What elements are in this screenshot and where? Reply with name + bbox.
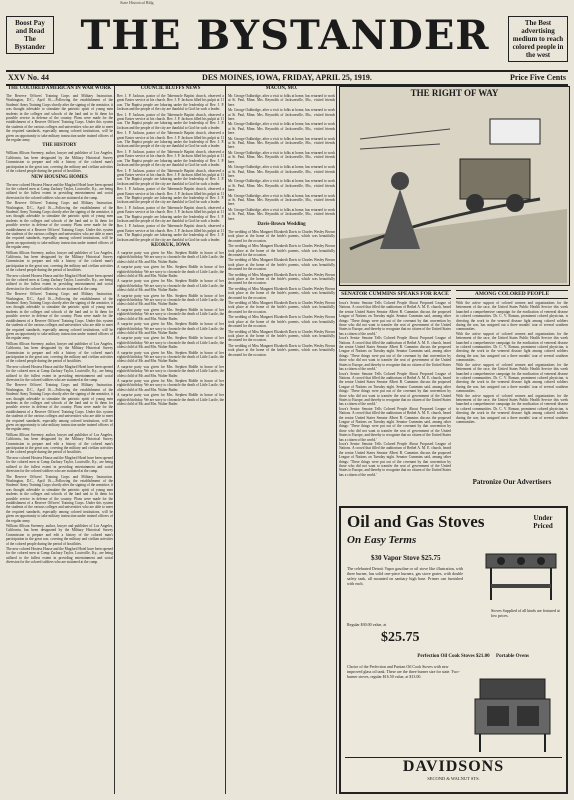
ad-title-aside: Under Priced: [533, 514, 553, 530]
column-3: [228, 86, 335, 794]
article-body: Mr. George Oakbridge, after a visit to folks at home, has returned to work at St. Paul, Minn. Mrs. Reynolds of Jacksonville, Mo., visited friends here.: [228, 193, 335, 207]
article-body: Rev. J. P. Jackson, pastor of the Tabernacle Baptist church, observed a great Easter service at his church. Rev. J. P. Jackson filled his pulpit at 11 a.m. The Baptist people are laboring under the leadership of Rev. J. P. Jackson and the people of the city are thankful to God for such a leader.: [117, 205, 224, 223]
right-ear-box: The Best advertising medium to reach colored people in the west: [508, 16, 568, 62]
article-body: Rev. J. P. Jackson, pastor of the Tabernacle Baptist church, observed a great Easter service at his church. Rev. J. P. Jackson filled his pulpit at 11 a.m. The Baptist people are laboring under the leadership of Rev. J. P. Jackson and the people of the city are thankful to God for such a leader.: [117, 168, 224, 186]
article-headline: NEW HOUSING HOMES: [31, 174, 88, 180]
ad-subtitle: On Easy Terms: [347, 534, 417, 546]
cartoon-illustration: [340, 99, 567, 283]
article-body: A surprise party was given for Mrs. Stephen Biddle in honor of her eightieth birthday. We are sorry to chronicle the death of Little Lucile, the oldest child of Mr. and Mrs. Walter Butler.: [117, 293, 224, 307]
article-body: With the active support of colored women and organizations for the betterment of the race, the United States Public Health Service this week launched a comprehensive campaign for the eradication of venereal disease in colored communities. Dr. C. V. Roman, prominent colored physician, is directing the work in the venereal disease fight among colored soldiers during the war, has assigned out a three months' tour of several southern communities.: [456, 362, 568, 394]
article-body: Iowa's Senior Senator Tells Colored People About Proposed League of Nations. A crowd that filled the auditorium of Bethel A. M. E. church, heard the senior United States Senator Albert B. Cummins discuss the proposed League of Nations on Tuesday night. Senator Cummins said, among other things: 'These things were put out of the covenant by that convention by those who did not want to transfer the seat of government of the United States to Europe, and thereby to recognize that no citizen of the United States has a citizen of the world.': [339, 442, 451, 477]
article-body: Rev. J. P. Jackson, pastor of the Tabernacle Baptist church, observed a great Easter service at his church. Rev. J. P. Jackson filled his pulpit at 11 a.m. The Baptist people are laboring under the leadership of Rev. J. P. Jackson and the people of the city are thankful to God for such a leader.: [117, 94, 224, 112]
article-body: Rev. J. P. Jackson, pastor of the Tabernacle Baptist church, observed a great Easter service at his church. Rev. J. P. Jackson filled his pulpit at 11 a.m. The Baptist people are laboring under the leadership of Rev. J. P. Jackson and the people of the city are thankful to God for such a leader.: [117, 224, 224, 242]
article-body: The wedding of Miss Margaret Elizabeth Davis to Charles Wesley Brown took place at the home of the bride's parents, which was beautifully decorated for the occasion.: [228, 315, 335, 329]
article-headline: COUNCIL BLUFFS NEWS: [140, 86, 201, 91]
article-body: A surprise party was given for Mrs. Stephen Biddle in honor of her eightieth birthday. We are sorry to chronicle the death of Little Lucile, the oldest child of Mr. and Mrs. Walter Butler.: [117, 322, 224, 335]
article-body: Mr. George Oakbridge, after a visit to folks at home, has returned to work at St. Paul, Minn. Mrs. Reynolds of Jacksonville, Mo., visited friends here.: [228, 179, 335, 193]
column-rule: [336, 86, 337, 794]
column-rule: [225, 86, 226, 794]
article-body: With the active support of colored women and organizations for the betterment of the race, the United States Public Health Service this week launched a comprehensive campaign for the eradication of venereal disease in colored communities. Dr. C. V. Roman, prominent colored physician, is directing the work in the venereal disease fight among colored soldiers during the war, has assigned out a three months' tour of several southern communities.: [456, 393, 568, 424]
ad-small-text: Choice of the Perfection and Puritan Oil Cook Stoves with new improved glass oil tank. These are the three burner size for state. Two-burner stoves, regular $16.50 value, at $13.00.: [347, 664, 460, 679]
masthead: [6, 10, 568, 68]
article-body: Mr. George Oakbridge, after a visit to folks at home, has returned to work at St. Paul, Minn. Mrs. Reynolds of Jacksonville, Mo., visited friends here.: [228, 136, 335, 150]
store-address: SECOND & WALNUT STS.: [427, 776, 480, 781]
article-body: The new colored Hostess House and the Mugford Hotel have been opened for the colored men at Camp Zachary Taylor, Louisville, Ky., are being utilized to the fullest extent in providing entertainment and social diversion for the colored soldiers who are stationed at the camp.: [6, 364, 113, 382]
article-body: Rev. J. P. Jackson, pastor of the Tabernacle Baptist church, observed a great Easter service at his church. Rev. J. P. Jackson filled his pulpit at 11 a.m. The Baptist people are laboring under the leadership of Rev. J. P. Jackson and the people of the city are thankful to God for such a leader.: [117, 149, 224, 168]
article-headline: AMONG COLORED PEOPLE: [456, 290, 568, 299]
column-1: [6, 86, 113, 794]
article-headline: KEOKUK, IOWA: [151, 243, 190, 248]
article-body: A surprise party was given for Mrs. Stephen Biddle in honor of her eightieth birthday. We are sorry to chronicle the death of Little Lucile, the oldest child of Mr. and Mrs. Walter Butler.: [117, 364, 224, 378]
article-body: The new colored Hostess House and the Mugford Hotel have been opened for the colored men at Camp Zachary Taylor, Louisville, Ky., are being utilized to the fullest extent in providing entertainment and social diversion for the colored soldiers who are stationed at the camp.: [6, 182, 113, 200]
article-body: The wedding of Miss Margaret Elizabeth Davis to Charles Wesley Brown took place at the home of the bride's parents, which was beautifully decorated for the occasion.: [228, 272, 335, 286]
among-colored-people-article: [456, 288, 568, 478]
ad-body-text: The celebrated Detroit Vapor gasoline or oil stove like illustration, with three burner, has solid one-piece burners, gas stove grates, with double safety tank, all mounted on sanitary high base. Primer can furnished with each.: [347, 566, 463, 586]
article-body: William Allison Sweeney, author, lawyer and publisher of Los Angeles, California, has been designated by the Military Historical Survey Commission to prepare and edit a history of the colored man's participation in the great war, covering the military and civilian activities of the colored people during the period of hostilities.: [6, 432, 113, 455]
article-body: The new colored Hostess House and the Mugford Hotel have been opened for the colored men at Camp Zachary Taylor, Louisville, Ky., are being utilized to the fullest extent in providing entertainment and social diversion for the colored soldiers who are stationed at the camp.: [6, 273, 113, 291]
article-headline: THE HISTORY: [42, 143, 77, 149]
ad-side-text: Stoves Supplied of all kinds are featured at low prices.: [491, 608, 560, 618]
article-body: Iowa's Senior Senator Tells Colored People About Proposed League of Nations. A crowd that filled the auditorium of Bethel A. M. E. church, heard the senior United States Senator Albert B. Cummins discuss the proposed League of Nations on Tuesday night. Senator Cummins said, among other things: 'These things were put out of the covenant by that convention by those who did not want to transfer the seat of government of the United States to Europe, and thereby to recognize that no citizen of the United States has a citizen of the world.': [339, 301, 451, 336]
ad-perfection-line: Perfection Oil Cook Stoves $21.00: [417, 654, 490, 659]
article-body: With the active support of colored women and organizations for the betterment of the race, the United States Public Health Service this week launched a comprehensive campaign for the eradication of venereal disease in colored communities. Dr. C. V. Roman, prominent colored physician, is directing the work in the venereal disease fight among colored soldiers during the war, has assigned out a three months' tour of several southern communities.: [456, 331, 568, 363]
article-body: William Allison Sweeney, author, lawyer and publisher of Los Angeles, California, has been designated by the Military Historical Survey Commission to prepare and edit a history of the colored man's participation in the great war, covering the military and civilian activities of the colored people during the period of hostilities.: [6, 250, 113, 273]
ad-regular-label: Regular $30.00 value, at: [347, 622, 387, 627]
cartoon-title: THE RIGHT OF WAY: [410, 88, 499, 98]
article-body: The Reserve Officers' Training Corps and Military Instruction. Washington, D.C., April 16.—Following the establishment of the Students' Army Training Corps shortly after the signing of the armistice, it was thought advisable to stimulate the patriotic spirit of young men students in the colleges and schools of the land and to fit them for possible service in defense of the country. Plans were made for the establishment of a Reserve Officers' Training Corps. Under this system the students of the various colleges and universities who are able to meet the required standards, especially among colored institutions, will be given an opportunity to take military instruction under trained officers of the regular army.: [6, 383, 113, 432]
cook-stove-icon: [465, 674, 560, 754]
article-body: The wedding of Miss Margaret Elizabeth Davis to Charles Wesley Brown took place at the home of the bride's parents, which was beautifully decorated for the occasion.: [228, 244, 335, 257]
article-headline: MACON, MO.: [265, 86, 298, 91]
article-body: The wedding of Miss Margaret Elizabeth Davis to Charles Wesley Brown took place at the home of the bride's parents, which was beautifully decorated for the occasion.: [228, 258, 335, 272]
article-body: A surprise party was given for Mrs. Stephen Biddle in honor of her eightieth birthday. We are sorry to chronicle the death of Little Lucile, the oldest child of Mr. and Mrs. Walter Butler.: [117, 279, 224, 293]
article-body: The new colored Hostess House and the Mugford Hotel have been opened for the colored men at Camp Zachary Taylor, Louisville, Ky., are being utilized to the fullest extent in providing entertainment and social diversion for the colored soldiers who are stationed at the camp.: [6, 547, 113, 565]
article-body: A surprise party was given for Mrs. Stephen Biddle in honor of her eightieth birthday. We are sorry to chronicle the death of Little Lucile, the oldest child of Mr. and Mrs. Walter Butler.: [117, 393, 224, 406]
ad-sale-price: $25.75: [381, 630, 420, 645]
location-date: DES MOINES, IOWA, FRIDAY, APRIL 25, 1919.: [202, 73, 372, 82]
senator-article: [339, 288, 451, 478]
dateline: [6, 70, 568, 86]
column-rule: [114, 86, 115, 794]
article-body: A surprise party was given for Mrs. Stephen Biddle in honor of her eightieth birthday. We are sorry to chronicle the death of Little Lucile, the oldest child of Mr. and Mrs. Walter Butler.: [117, 350, 224, 364]
article-body: Mr. George Oakbridge, after a visit to folks at home, has returned to work at St. Paul, Minn. Mrs. Reynolds of Jacksonville, Mo., visited friends here.: [228, 150, 335, 164]
ad-title: Oil and Gas Stoves: [347, 512, 485, 531]
volume-number: XXV No. 44: [8, 73, 49, 82]
vapor-stove-icon: [481, 544, 561, 604]
store-name: DAVIDSONS: [402, 758, 505, 775]
article-body: Rev. J. P. Jackson, pastor of the Tabernacle Baptist church, observed a great Easter service at his church. Rev. J. P. Jackson filled his pulpit at 11 a.m. The Baptist people are laboring under the leadership of Rev. J. P. Jackson and the people of the city are thankful to God for such a leader.: [117, 131, 224, 149]
article-body: A surprise party was given for Mrs. Stephen Biddle in honor of her eightieth birthday. We are sorry to chronicle the death of Little Lucile, the oldest child of Mr. and Mrs. Walter Butler.: [117, 336, 224, 350]
portable-ovens-label: Portable Ovens: [496, 654, 529, 659]
ad-footer: [345, 757, 562, 788]
article-headline: SENATOR CUMMINS SPEAKS FOR RACE: [339, 290, 451, 299]
article-body: The new colored Hostess House and the Mugford Hotel have been opened for the colored men at Camp Zachary Taylor, Louisville, Ky., are being utilized to the fullest extent in providing entertainment and social diversion for the colored soldiers who are stationed at the camp.: [6, 455, 113, 474]
stove-advertisement: [339, 506, 568, 794]
article-body: The wedding of Miss Margaret Elizabeth Davis to Charles Wesley Brown took place at the home of the bride's parents, which was beautifully decorated for the occasion.: [228, 329, 335, 343]
article-body: A surprise party was given for Mrs. Stephen Biddle in honor of her eightieth birthday. We are sorry to chronicle the death of Little Lucile, the oldest child of Mr. and Mrs. Walter Butler.: [117, 378, 224, 392]
article-body: A surprise party was given for Mrs. Stephen Biddle in honor of her eightieth birthday. We are sorry to chronicle the death of Little Lucile, the oldest child of Mr. and Mrs. Walter Butler.: [117, 265, 224, 279]
ad-top-price: $30 Vapor Stove $25.75: [371, 554, 441, 562]
article-body: Mr. George Oakbridge, after a visit to folks at home, has returned to work at St. Paul, Minn. Mrs. Reynolds of Jacksonville, Mo., visited friends here.: [228, 108, 335, 122]
article-body: The Reserve Officers' Training Corps and Military Instruction. Washington, D.C., April 16.—Following the establishment of the Students' Army Training Corps shortly after the signing of the armistice, it was thought advisable to stimulate the patriotic spirit of young men students in the colleges and schools of the land and to fit them for possible service in defense of the country. Plans were made for the establishment of a Reserve Officers' Training Corps. Under this system the students of the various colleges and universities who are able to meet the required standards, especially among colored institutions, will be given an opportunity to take military instruction under trained officers of the regular army.: [6, 474, 113, 523]
article-body: Iowa's Senior Senator Tells Colored People About Proposed League of Nations. A crowd that filled the auditorium of Bethel A. M. E. church, heard the senior United States Senator Albert B. Cummins discuss the proposed League of Nations on Tuesday night. Senator Cummins said, among other things: 'These things were put out of the covenant by that convention by those who did not want to transfer the seat of government of the United States to Europe, and thereby to recognize that no citizen of the United States has a citizen of the world.': [339, 336, 451, 372]
issue-price: Price Five Cents: [510, 73, 566, 82]
article-body: With the active support of colored women and organizations for the betterment of the race, the United States Public Health Service this week launched a comprehensive campaign for the eradication of venereal disease in colored communities. Dr. C. V. Roman, prominent colored physician, is directing the work in the venereal disease fight among colored soldiers during the war, has assigned out a three months' tour of several southern communities.: [456, 301, 568, 332]
column-2: [117, 86, 224, 794]
article-body: Iowa's Senior Senator Tells Colored People About Proposed League of Nations. A crowd that filled the auditorium of Bethel A. M. E. church, heard the senior United States Senator Albert B. Cummins discuss the proposed League of Nations on Tuesday night. Senator Cummins said, among other things: 'These things were put out of the covenant by that convention by those who did not want to transfer the seat of government of the United States to Europe, and thereby to recognize that no citizen of the United States has a citizen of the world.': [339, 371, 451, 407]
article-body: The Reserve Officers' Training Corps and Military Instruction. Washington, D.C., April 16.—Following the establishment of the Students' Army Training Corps shortly after the signing of the armistice, it was thought advisable to stimulate the patriotic spirit of young men students in the colleges and schools of the land and to fit them for possible service in defense of the country. Plans were made for the establishment of a Reserve Officers' Training Corps. Under this system the students of the various colleges and universities who are able to meet the required standards, especially among colored institutions, will be given an opportunity to take military instruction under trained officers of the regular army.: [6, 201, 113, 250]
article-body: Iowa's Senior Senator Tells Colored People About Proposed League of Nations. A crowd that filled the auditorium of Bethel A. M. E. church, heard the senior United States Senator Albert B. Cummins discuss the proposed League of Nations on Tuesday night. Senator Cummins said, among other things: 'These things were put out of the covenant by that convention by those who did not want to transfer the seat of government of the United States to Europe, and thereby to recognize that no citizen of the United States has a citizen of the world.': [339, 406, 451, 442]
article-body: Mr. George Oakbridge, after a visit to folks at home, has returned to work at St. Paul, Minn. Mrs. Reynolds of Jacksonville, Mo., visited friends here.: [228, 94, 335, 107]
cartoon-panel: [339, 86, 570, 286]
register-line: State Historical Bldg: [120, 0, 154, 5]
article-body: The wedding of Miss Margaret Elizabeth Davis to Charles Wesley Brown took place at the home of the bride's parents, which was beautifully decorated for the occasion.: [228, 286, 335, 300]
article-headline: THE COLORED AMERICAN IN WAR WORK: [7, 86, 112, 91]
article-body: Rev. J. P. Jackson, pastor of the Tabernacle Baptist church, observed a great Easter service at his church. Rev. J. P. Jackson filled his pulpit at 11 a.m. The Baptist people are laboring under the leadership of Rev. J. P. Jackson and the people of the city are thankful to God for such a leader.: [117, 187, 224, 205]
patronize-notice: Patronize Our Advertisers: [472, 478, 552, 486]
article-body: The wedding of Miss Margaret Elizabeth Davis to Charles Wesley Brown took place at the home of the bride's parents, which was beautifully decorated for the occasion.: [228, 229, 335, 243]
article-body: The wedding of Miss Margaret Elizabeth Davis to Charles Wesley Brown took place at the home of the bride's parents, which was beautifully decorated for the occasion.: [228, 343, 335, 357]
article-body: The Reserve Officers' Training Corps and Military Instruction. Washington, D.C., April 16.—Following the establishment of the Students' Army Training Corps shortly after the signing of the armistice, it was thought advisable to stimulate the patriotic spirit of young men students in the colleges and schools of the land and to fit them for possible service in defense of the country. Plans were made for the establishment of a Reserve Officers' Training Corps. Under this system the students of the various colleges and universities who are able to meet the required standards, especially among colored institutions, will be given an opportunity to take military instruction under trained officers of the regular army.: [6, 292, 113, 341]
article-body: A surprise party was given for Mrs. Stephen Biddle in honor of her eightieth birthday. We are sorry to chronicle the death of Little Lucile, the oldest child of Mr. and Mrs. Walter Butler.: [117, 307, 224, 321]
article-body: A surprise party was given for Mrs. Stephen Biddle in honor of her eightieth birthday. We are sorry to chronicle the death of Little Lucile, the oldest child of Mr. and Mrs. Walter Butler.: [117, 251, 224, 264]
article-body: William Allison Sweeney, author, lawyer and publisher of Los Angeles, California, has been designated by the Military Historical Survey Commission to prepare and edit a history of the colored man's participation in the great war, covering the military and civilian activities of the colored people during the period of hostilities.: [6, 151, 113, 174]
article-body: William Allison Sweeney, author, lawyer and publisher of Los Angeles, California, has been designated by the Military Historical Survey Commission to prepare and edit a history of the colored man's participation in the great war, covering the military and civilian activities of the colored people during the period of hostilities.: [6, 523, 113, 546]
article-body: William Allison Sweeney, author, lawyer and publisher of Los Angeles, California, has been designated by the Military Historical Survey Commission to prepare and edit a history of the colored man's participation in the great war, covering the military and civilian activities of the colored people during the period of hostilities.: [6, 341, 113, 364]
article-body: Mr. George Oakbridge, after a visit to folks at home, has returned to work at St. Paul, Minn. Mrs. Reynolds of Jacksonville, Mo., visited friends here.: [228, 165, 335, 178]
article-body: Rev. J. P. Jackson, pastor of the Tabernacle Baptist church, observed a great Easter service at his church. Rev. J. P. Jackson filled his pulpit at 11 a.m. The Baptist people are laboring under the leadership of Rev. J. P. Jackson and the people of the city are thankful to God for such a leader.: [117, 112, 224, 130]
article-body: The Reserve Officers' Training Corps and Military Instruction. Washington, D.C., April 16.—Following the establishment of the Students' Army Training Corps shortly after the signing of the armistice, it was thought advisable to stimulate the patriotic spirit of young men students in the colleges and schools of the land and to fit them for possible service in defense of the country. Plans were made for the establishment of a Reserve Officers' Training Corps. Under this system the students of the various colleges and universities who are able to meet the required standards, especially among colored institutions, will be given an opportunity to take military instruction under trained officers of the regular army.: [6, 94, 113, 143]
paper-title: THE BYSTANDER: [80, 12, 490, 59]
article-headline: Davis-Brown Wedding: [257, 221, 306, 227]
article-body: The wedding of Miss Margaret Elizabeth Davis to Charles Wesley Brown took place at the home of the bride's parents, which was beautifully decorated for the occasion.: [228, 301, 335, 314]
article-body: Mr. George Oakbridge, after a visit to folks at home, has returned to work at St. Paul, Minn. Mrs. Reynolds of Jacksonville, Mo., visited friends here.: [228, 122, 335, 136]
article-body: Mr. George Oakbridge, after a visit to folks at home, has returned to work at St. Paul, Minn. Mrs. Reynolds of Jacksonville, Mo., visited friends here.: [228, 207, 335, 221]
left-ear-box: Boost Pay and Read The Bystander: [6, 16, 54, 54]
